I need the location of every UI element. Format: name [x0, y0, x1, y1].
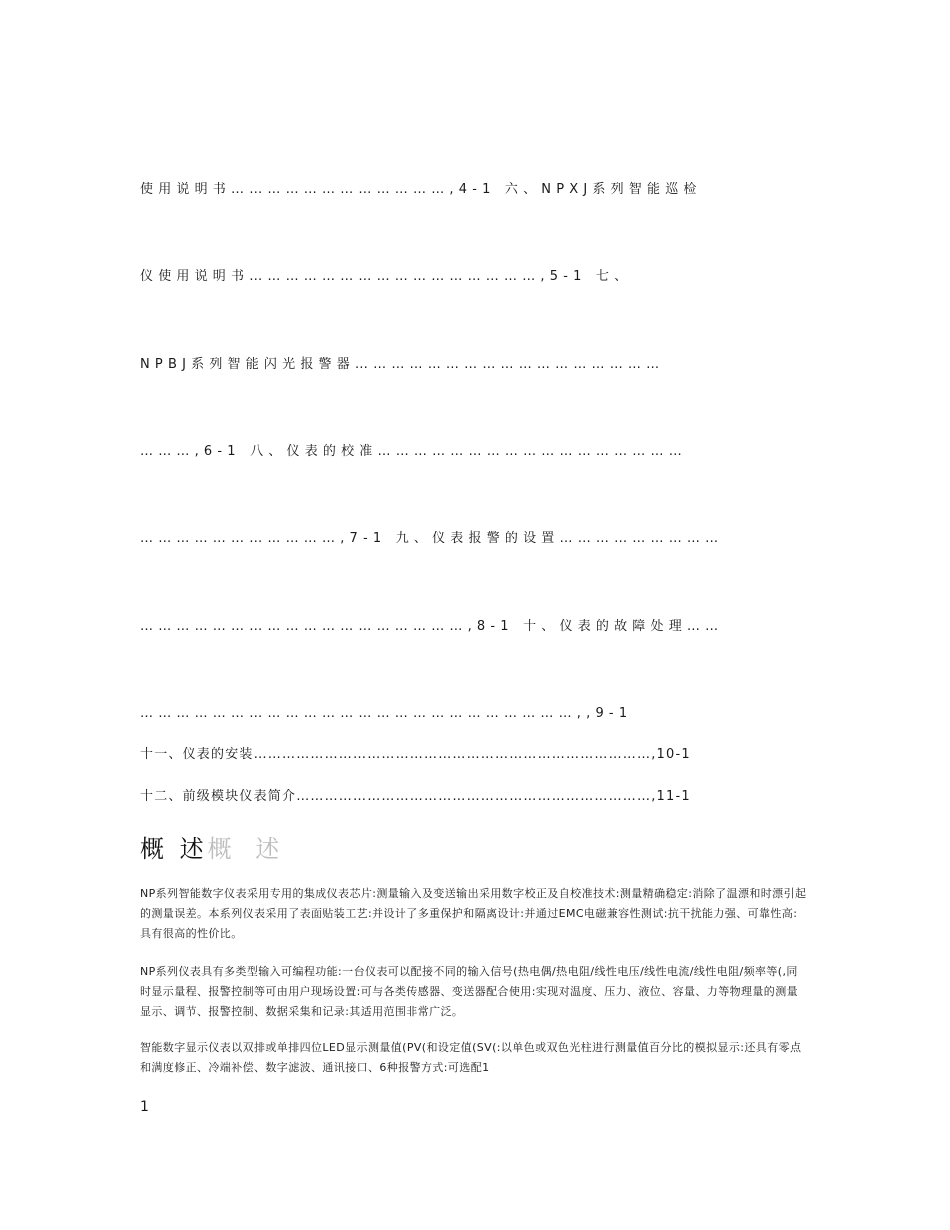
paragraph-overview-3: 智能数字显示仪表以双排或单排四位LED显示测量值(PV(和设定值(SV(:以单色或双色光柱进行测量值百分比的模拟显示:还具有零点和满度修正、冷端补偿、数字滤波、通讯接口、6种报警方式:可选配1: [140, 1041, 802, 1074]
toc-line-5: ……………………………,7-1 九、仪表报警的设置………………………: [140, 531, 724, 546]
toc-item-front-module: 十二、前级模块仪表简介…………………………………………………………………,11-1: [140, 789, 691, 804]
toc-line-7: ………………………………………………………………,,9-1: [140, 706, 633, 721]
paragraph-overview-2: NP系列仪表具有多类型输入可编程功能:一台仪表可以配接不同的输入信号(热电偶/热电阻/线性电压/线性电流/线性电阻/频率等(,同时显示量程、报警控制等可由用户现场设置:可与各类传感器、变送器配合使用:实现对温度、压力、液位、容量、力等物理量的测量显示、调节、报警控制、数据采集和记录:其适用范围非常广泛。: [140, 965, 799, 1018]
toc-line-1: 使用说明书………………………………,4-1 六、NPXJ系列智能巡检: [140, 182, 702, 197]
toc-line-3: NPBJ系列智能闪光报警器……………………………………………: [140, 357, 665, 372]
toc-item-installation: 十一、仪表的安装…………………………………………………………………………,10-1: [140, 747, 691, 762]
toc-line-4: ………,6-1 八、仪表的校准……………………………………………: [140, 444, 687, 459]
toc-line-6: ………………………………………………,8-1 十、仪表的故障处理……: [140, 619, 724, 634]
section-title-shadow: 概 述: [207, 835, 288, 863]
page-number: 1: [140, 1099, 149, 1115]
paragraph-overview-1: NP系列智能数字仪表采用专用的集成仪表芯片:测量输入及变送输出采用数字校正及自校准技术:测量精确稳定:消除了温漂和时漂引起的测量误差。本系列仪表采用了表面贴装工艺:并设计了多重保护和隔离设计:并通过EMC电磁兼容性测试:抗干扰能力强、可靠性高:具有很高的性价比。: [140, 887, 807, 940]
section-title: 概 述: [140, 835, 208, 863]
toc-line-2: 仪使用说明书…………………………………………,5-1 七、: [140, 269, 633, 284]
section-heading: [140, 834, 287, 864]
